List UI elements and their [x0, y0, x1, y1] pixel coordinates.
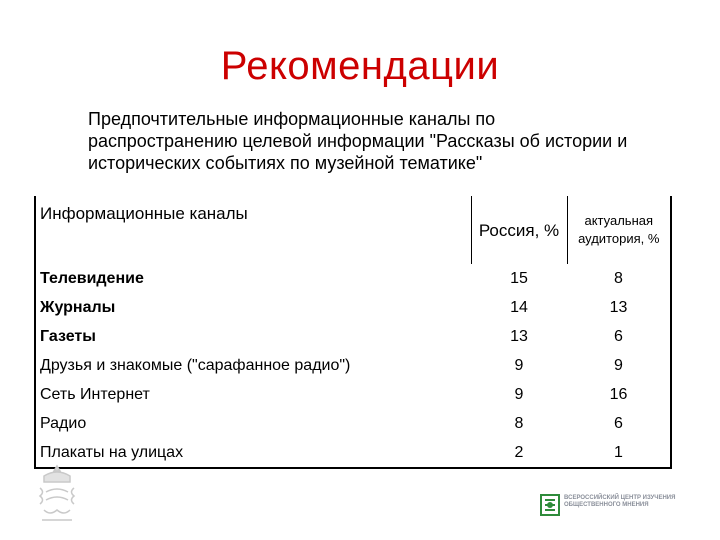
row-channel: Газеты	[35, 322, 471, 351]
table-row	[35, 264, 671, 293]
row-russia: 15	[510, 269, 528, 287]
table-header-row	[35, 196, 671, 264]
row-russia: 9	[514, 356, 524, 374]
row-audience: 6	[567, 409, 671, 438]
vciom-logo-icon	[540, 494, 560, 516]
header-russia: Россия, %	[471, 196, 567, 264]
vciom-logo-text: ВСЕРОССИЙСКИЙ ЦЕНТР ИЗУЧЕНИЯ ОБЩЕСТВЕННОГО МНЕНИЯ	[564, 495, 676, 508]
row-russia: 14	[510, 298, 528, 316]
row-channel: Радио	[35, 409, 471, 438]
row-audience: 16	[567, 380, 671, 409]
header-audience: актуальная аудитория, %	[567, 196, 671, 264]
row-audience: 9	[567, 351, 671, 380]
row-channel: Телевидение	[35, 264, 471, 293]
row-audience: 8	[567, 264, 671, 293]
slide-subtitle: Предпочтительные информационные каналы по распространению целевой информации "Рассказы об истории и исторических событиях по музейной тематике"	[88, 109, 628, 173]
table-row	[35, 322, 671, 351]
table-row	[35, 380, 671, 409]
table-row	[35, 409, 671, 438]
row-channel: Друзья и знакомые ("сарафанное радио")	[35, 351, 471, 380]
row-channel: Журналы	[35, 293, 471, 322]
row-channel: Сеть Интернет	[35, 380, 471, 409]
header-channel: Информационные каналы	[35, 196, 471, 264]
table-row	[35, 293, 671, 322]
row-russia: 8	[514, 414, 524, 432]
vciom-logo	[540, 494, 708, 520]
row-audience: 6	[567, 322, 671, 351]
row-audience: 13	[567, 293, 671, 322]
slide-title: Рекомендации	[220, 44, 500, 88]
table-row	[35, 438, 671, 468]
channels-table	[34, 196, 672, 469]
row-audience: 1	[567, 438, 671, 468]
museum-crest-icon	[30, 462, 84, 526]
row-russia: 2	[471, 438, 567, 468]
row-channel: Плакаты на улицах	[35, 438, 471, 468]
table-row	[35, 351, 671, 380]
row-russia: 13	[510, 327, 528, 345]
row-russia: 9	[514, 385, 524, 403]
